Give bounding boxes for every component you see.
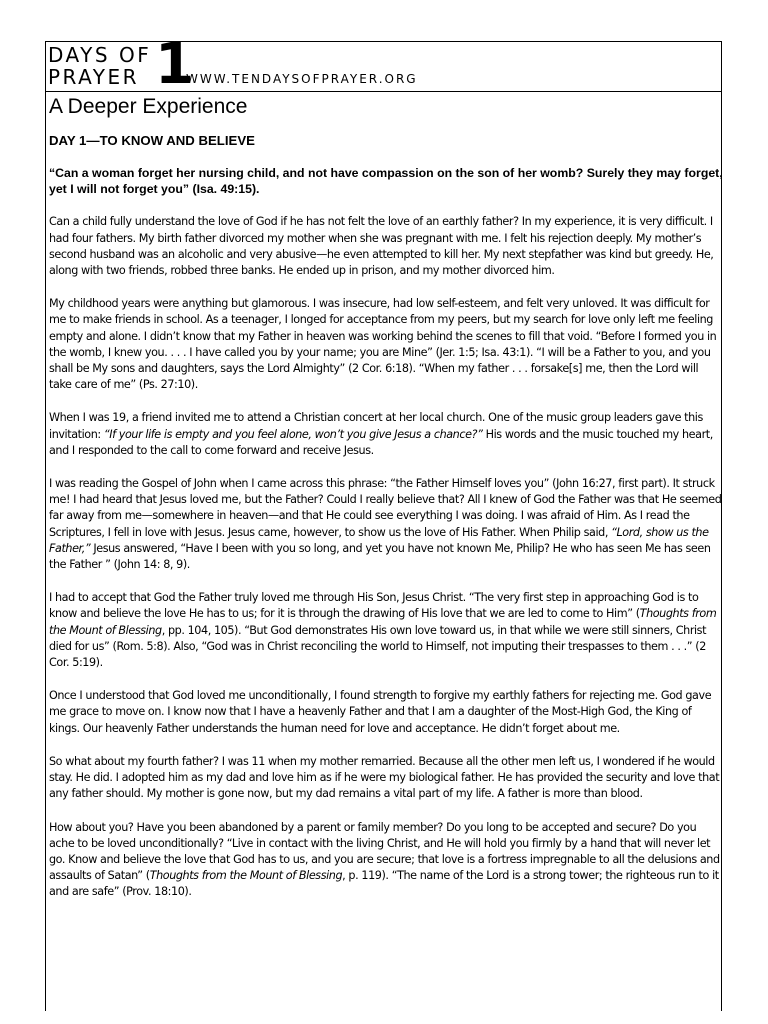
- logo-line-prayer: PRAYER: [48, 65, 140, 89]
- italic-book-title: Thoughts from the Mount of Blessing: [149, 869, 343, 883]
- italic-book-title: Thoughts from the Mount of Blessing: [49, 607, 717, 637]
- paragraph: I was reading the Gospel of John when I came across this phrase: “the Father Himself loves you” (John 16:27, first part). It struck me! I had heard that Jesus loved me, but the Father? Could I really believe that? All I knew of God the Father was that He seemed far away from me—somewhere in heaven—and that He could see everything I was doing. I was afraid of Him. As I read the Scriptures, I fell in love with Jesus. Jesus came, however, to show us the love of His Father. When Philip said, “Lord, show us the Father,” Jesus answered, “Have I been with you so long, and yet you have not known Me, Philip? He who has seen Me has seen the Father ” (John 14: 8, 9).: [49, 477, 722, 572]
- paragraph: Can a child fully understand the love of God if he has not felt the love of an earthly father? In my experience, it is very difficult. I had four fathers. My birth father divorced my mother when she was pregnant with me. I felt his rejection deeply. My mother’s second husband was an alcoholic and very abusive—he even attempted to kill her. My next stepfather was kind but greedy. He, along with two friends, robbed three banks. He ended up in prison, and my mother divorced him.: [49, 215, 714, 278]
- website-url: WWW.TENDAYSOFPRAYER.ORG: [186, 72, 418, 86]
- paragraph: When I was 19, a friend invited me to attend a Christian concert at her local church. One of the music group leaders gave this invitation: “If your life is empty and you feel alone, won’t you give Jesus a chance?” His words and the music touched my heart, and I responded to the call to come forward and receive Jesus.: [49, 411, 713, 457]
- paragraph: I had to accept that God the Father truly loved me through His Son, Jesus Christ. “The very first step in approaching God is to know and believe the love He has to us; for it is through the drawing of His love that we are led to come to Him” (Thoughts from the Mount of Blessing, pp. 104, 105). “But God demonstrates His own love toward us, in that while we were still sinners, Christ died for us” (Rom. 5:8). Also, “God was in Christ reconciling the world to Himself, not imputing their trespasses to them . . .” (2 Cor. 5:19).: [49, 591, 717, 670]
- header-logo-box: [46, 32, 721, 97]
- day-heading: DAY 1—TO KNOW AND BELIEVE: [49, 133, 255, 148]
- italic-quote: “If your life is empty and you feel alone, won’t you give Jesus a chance?”: [103, 427, 483, 441]
- opening-scripture: “Can a woman forget her nursing child, and not have compassion on the son of her womb? Surely they may forget, yet I will not forget you” (Isa. 49:15).: [49, 166, 723, 197]
- logo-number: 1: [155, 32, 192, 97]
- page-frame: [45, 32, 723, 1011]
- document-body: [49, 93, 723, 901]
- paragraph: Once I understood that God loved me unconditionally, I found strength to forgive my earthly fathers for rejecting me. God gave me grace to move on. I know now that I have a heavenly Father and that I am a daughter of the Most-High God, the King of kings. Our heavenly Father understands the human need for love and acceptance. He didn’t forget about me.: [49, 689, 712, 735]
- italic-quote: “Lord, show us the Father,”: [49, 525, 709, 555]
- paragraph: So what about my fourth father? I was 11 when my mother remarried. Because all the other men left us, I wondered if he would stay. He did. I adopted him as my dad and love him as if he were my biological father. He has provided the security and love that any father should. My mother is gone now, but my dad remains a vital part of my life. A father is more than blood.: [49, 754, 720, 801]
- logo-line-days-of: DAYS OF: [48, 43, 152, 67]
- paragraph: How about you? Have you been abandoned by a parent or family member? Do you long to be accepted and secure? Do you ache to be loved unconditionally? “Live in contact with the living Christ, and He will hold you firmly by a hand that will never let go. Know and believe the love that God has to us, and you are secure; that love is a fortress impregnable to all the delusions and assaults of Satan” (Thoughts from the Mount of Blessing, p. 119). “The name of the Lord is a strong tower; the righteous run to it and are safe” (Prov. 18:10).: [49, 820, 720, 899]
- paragraph: My childhood years were anything but glamorous. I was insecure, had low self-esteem, and felt very unloved. It was difficult for me to make friends in school. As a teenager, I longed for acceptance from my peers, but my search for love only left me feeling empty and alone. I didn’t know that my Father in heaven was working behind the scenes to fill that void. “Before I formed you in the womb, I knew you. . . . I have called you by your name; you are Mine” (Jer. 1:5; Isa. 43:1). “I will be a Father to you, and you shall be My sons and daughters, says the Lord Almighty” (2 Cor. 6:18). “When my father . . . forsake[s] me, then the Lord will take care of me” (Ps. 27:10).: [49, 297, 717, 392]
- document-title: A Deeper Experience: [49, 95, 248, 118]
